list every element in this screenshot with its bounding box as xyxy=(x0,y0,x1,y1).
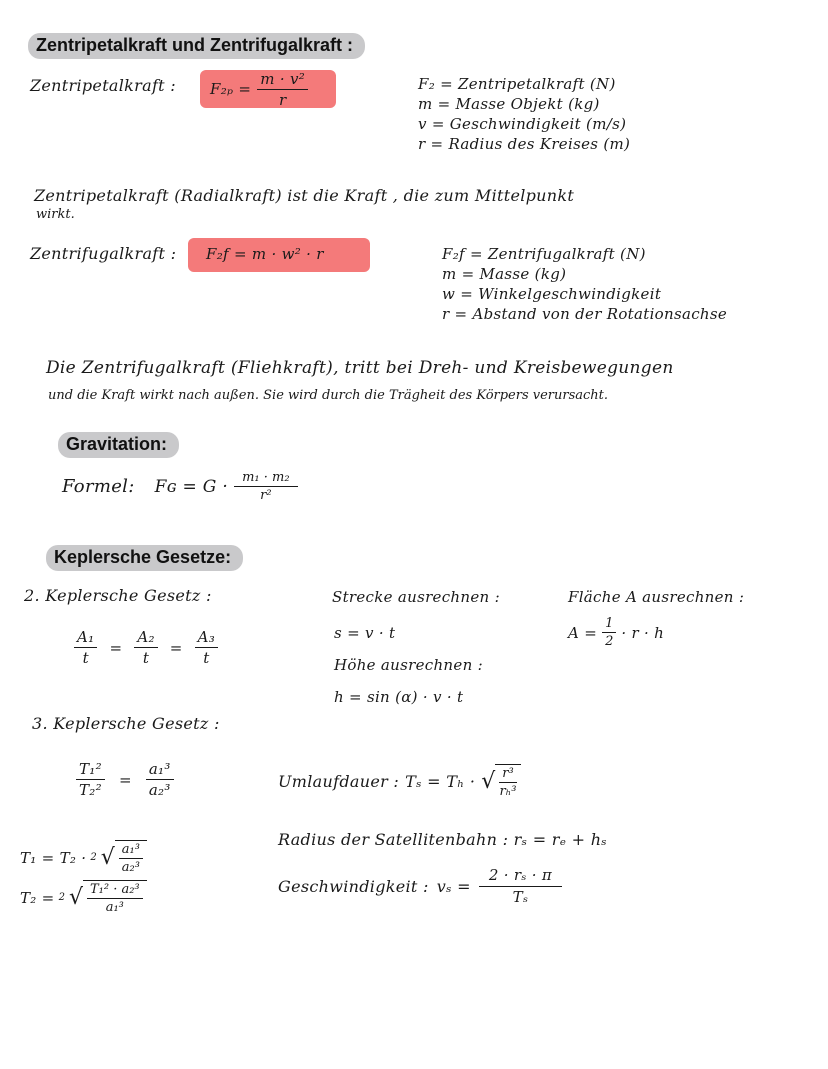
t2-lhs: T₂ = xyxy=(20,888,55,907)
t2-root-index: 2 xyxy=(58,892,65,903)
gravitation-denominator: r² xyxy=(260,488,272,503)
t2-den: a₁³ xyxy=(105,900,124,915)
law2-den-1: t xyxy=(82,649,89,667)
zentripetal-denominator: r xyxy=(278,90,287,109)
law2-eq-1: = xyxy=(109,638,123,657)
law3-left-num: T₁² xyxy=(76,760,105,780)
umlauf-fraction xyxy=(495,764,520,799)
geschwindigkeit-formula xyxy=(278,866,562,906)
radius-satellitenbahn: Radius der Satellitenbahn : rₛ = rₑ + hₛ xyxy=(278,830,607,849)
zentripetal-text: Zentripetalkraft (Radialkraft) ist die Kraft , die zum Mittelpunkt xyxy=(34,186,575,205)
gravitation-numerator: m₁ · m₂ xyxy=(234,470,297,487)
law3-right-den: a₂³ xyxy=(148,781,171,799)
law3-eq: = xyxy=(118,770,132,789)
zp-def-2: m = Masse Objekt (kg) xyxy=(418,95,600,113)
law2-num-2: A₂ xyxy=(134,628,157,648)
flaeche-rhs: · r · h xyxy=(621,623,665,642)
gravitation-label: Formel: xyxy=(62,476,135,497)
law2-den-2: t xyxy=(142,649,150,667)
strecke-label: Strecke ausrechnen : xyxy=(332,588,500,606)
umlauf-root xyxy=(481,764,520,799)
zentripetal-text-2: wirkt. xyxy=(36,207,75,222)
law2-fraction-2 xyxy=(134,628,157,667)
flaeche-label: Fläche A ausrechnen : xyxy=(568,588,745,606)
section-heading-gravitation: Gravitation: xyxy=(58,432,179,458)
t1-den: a₂³ xyxy=(121,860,140,875)
zf-def-1: F₂f = Zentrifugalkraft (N) xyxy=(442,245,646,263)
zentripetal-label: Zentripetalkraft : xyxy=(30,76,176,95)
zf-def-3: w = Winkelgeschwindigkeit xyxy=(442,285,662,303)
zentrifugal-formula xyxy=(188,238,370,272)
zentrifugal-text-2: und die Kraft wirkt nach außen. Sie wird durch die Trägheit des Körpers verursacht. xyxy=(48,388,609,403)
zentrifugal-formula-text: F₂f = m · w² · r xyxy=(206,245,324,263)
law3-right-num: a₁³ xyxy=(146,760,174,780)
kepler-law2-label: 2. Keplersche Gesetz : xyxy=(24,586,212,605)
kepler-law3-formula xyxy=(76,760,174,799)
flaeche-lhs: A = xyxy=(568,623,598,642)
law2-num-3: A₃ xyxy=(195,628,218,648)
law2-fraction-3 xyxy=(195,628,218,667)
section-heading-kepler: Keplersche Gesetze: xyxy=(46,545,243,571)
umlauf-radical-icon: √ xyxy=(481,769,496,794)
law2-eq-2: = xyxy=(169,638,183,657)
law2-den-3: t xyxy=(203,649,210,667)
gravitation-formula xyxy=(62,470,298,503)
umlauf-num: r³ xyxy=(499,766,516,783)
zp-def-4: r = Radius des Kreises (m) xyxy=(418,135,631,153)
zentrifugal-definitions xyxy=(442,244,727,324)
umlauf-label: Umlaufdauer : xyxy=(278,772,400,791)
flaeche-formula xyxy=(568,616,664,649)
geschw-lhs: vₛ = xyxy=(436,876,471,896)
t1-num: a₁³ xyxy=(119,842,143,859)
zentrifugal-text: Die Zentrifugalkraft (Fliehkraft), tritt bei Dreh- und Kreisbewegungen xyxy=(46,358,674,378)
zf-def-4: r = Abstand von der Rotationsachse xyxy=(442,305,728,323)
zentripetal-numerator: m · v² xyxy=(257,70,308,90)
t1-formula xyxy=(20,840,147,875)
gravitation-lhs: Fɢ = G · xyxy=(154,476,229,497)
zentripetal-lhs: F₂ₚ = xyxy=(210,80,252,98)
law3-left-den: T₂² xyxy=(79,781,102,799)
t1-lhs: T₁ = T₂ · xyxy=(20,848,87,867)
t2-fraction xyxy=(83,880,147,915)
t1-root-index: 2 xyxy=(90,852,97,863)
geschw-num: 2 · rₛ · π xyxy=(479,866,562,887)
t2-num: T₁² · a₂³ xyxy=(87,882,143,899)
zentripetal-fraction xyxy=(257,70,308,109)
law3-left-fraction xyxy=(76,760,105,799)
t1-radical-icon: √ xyxy=(100,845,115,870)
t1-fraction xyxy=(115,840,147,875)
geschw-label: Geschwindigkeit : xyxy=(278,876,429,896)
kepler-law3-label: 3. Keplersche Gesetz : xyxy=(32,714,220,733)
zentripetal-formula xyxy=(200,70,336,108)
t2-radical-icon: √ xyxy=(68,885,83,910)
strecke-formula: s = v · t xyxy=(334,624,396,642)
zp-def-1: F₂ = Zentripetalkraft (N) xyxy=(418,75,616,93)
geschw-den: Tₛ xyxy=(512,888,529,906)
section-heading-zentripetal: Zentripetalkraft und Zentrifugalkraft : xyxy=(28,33,365,59)
hoehe-formula: h = sin (α) · v · t xyxy=(334,688,464,706)
geschw-fraction xyxy=(479,866,562,906)
law2-num-1: A₁ xyxy=(74,628,97,648)
zentrifugal-label: Zentrifugalkraft : xyxy=(30,244,177,263)
zf-def-2: m = Masse (kg) xyxy=(442,265,567,283)
t1-root xyxy=(101,840,147,875)
hoehe-label: Höhe ausrechnen : xyxy=(334,656,483,674)
law3-right-fraction xyxy=(146,760,174,799)
t2-root xyxy=(69,880,147,915)
t2-formula xyxy=(20,880,147,915)
zentripetal-definitions xyxy=(418,74,630,154)
kepler-law2-formula xyxy=(74,628,218,667)
umlauf-lhs: Tₛ = Tₕ · xyxy=(405,772,476,791)
flaeche-numerator: 1 xyxy=(602,616,616,633)
umlauf-den: rₕ³ xyxy=(499,784,517,799)
flaeche-fraction xyxy=(602,616,616,649)
gravitation-fraction xyxy=(234,470,297,503)
flaeche-denominator: 2 xyxy=(605,634,614,649)
law2-fraction-1 xyxy=(74,628,97,667)
zp-def-3: v = Geschwindigkeit (m/s) xyxy=(418,115,627,133)
umlauf-formula xyxy=(278,764,521,799)
